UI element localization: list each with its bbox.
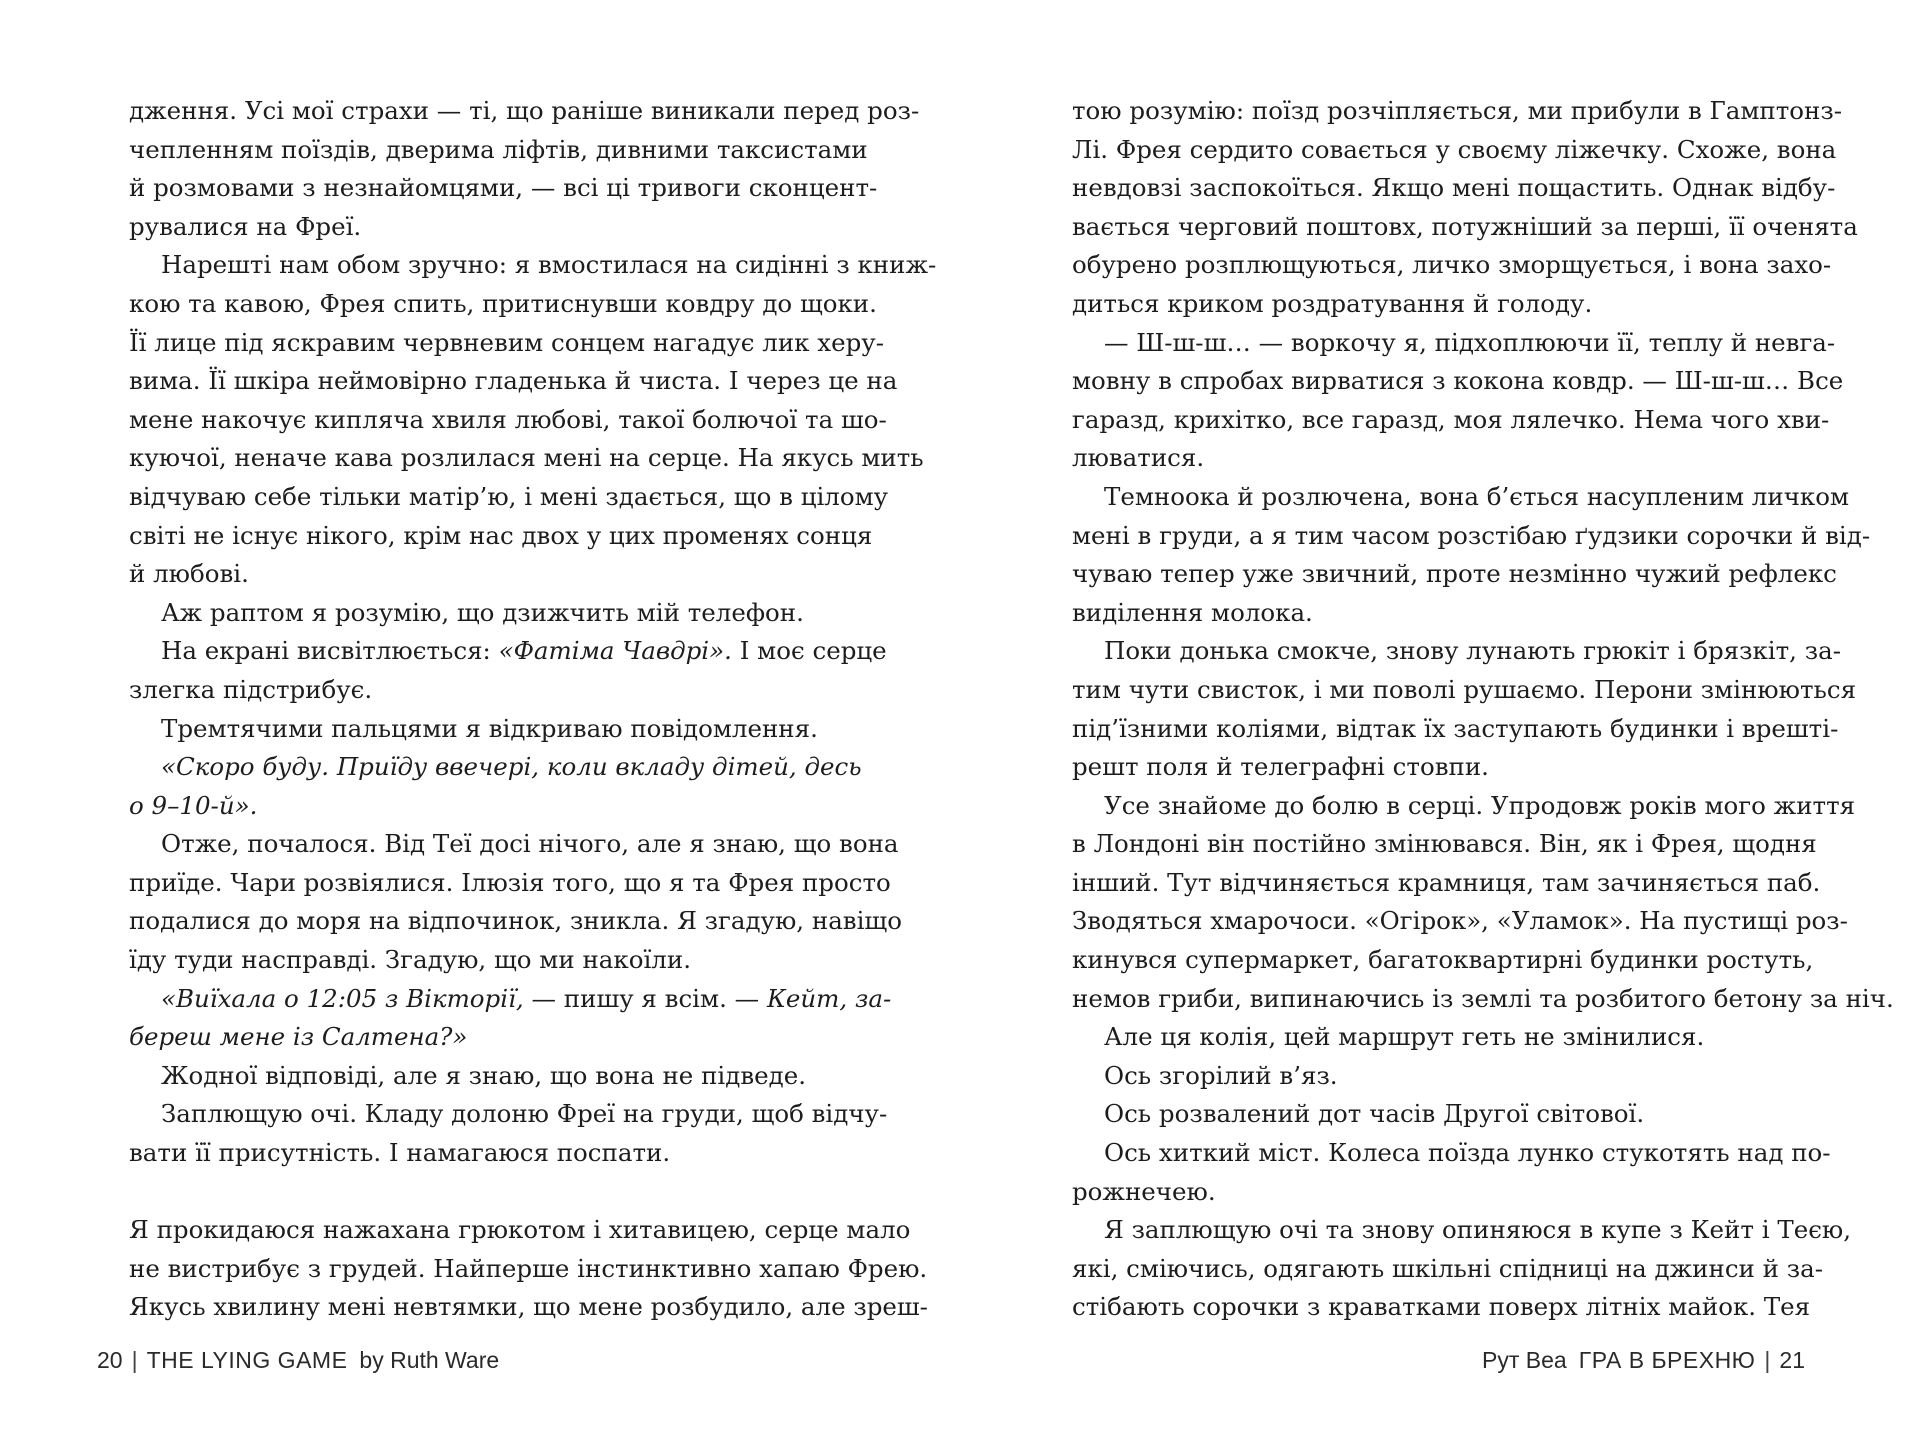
text-line: подалися до моря на відпочинок, зникла. Я згадую, навіщо — [129, 906, 902, 936]
text-line: кинувся супермаркет, багатоквартирні будинки ростуть, — [1072, 945, 1814, 975]
text-run: Кейт, за- — [766, 983, 892, 1013]
text-line: стібають сорочки з краватками поверх літніх майок. Тея — [1072, 1292, 1811, 1322]
book-author: by Ruth Ware — [359, 1347, 500, 1373]
text-line: Заплющую очі. Кладу долоню Фреї на груди, щоб відчу- — [161, 1099, 888, 1129]
text-line: Ось розвалений дот часів Другої світової. — [1104, 1099, 1645, 1129]
text-line: Поки донька смокче, знову лунають грюкіт і брязкіт, за- — [1104, 636, 1841, 666]
text-line: під’їзними коліями, відтак їх заступають будинки і врешті- — [1072, 713, 1839, 743]
text-line: береш мене із Салтена?» — [129, 1022, 468, 1052]
text-line: мене накочує кипляча хвиля любові, такої болючої та шо- — [129, 404, 887, 434]
text-line: куючої, неначе кава розлилася мені на серце. На якусь мить — [129, 443, 924, 473]
text-line: тою розумію: поїзд розчіпляється, ми прибули в Гамптонз- — [1072, 96, 1843, 125]
text-line: Аж раптом я розумію, що дзижчить мій телефон. — [161, 597, 804, 627]
text-line: тим чути свисток, і ми поволі рушаємо. Перони змінюються — [1072, 674, 1857, 704]
text-line: Якусь хвилину мені невтямки, що мене розбудило, але зреш- — [129, 1292, 928, 1322]
text-line: Усе знайоме до болю в серці. Упродовж років мого життя — [1104, 790, 1856, 820]
text-line: рувалися на Фреї. — [129, 211, 362, 241]
text-run: — пишу я всім. — — [523, 983, 767, 1013]
text-line: люватися. — [1072, 443, 1205, 473]
left-page — [129, 92, 937, 1327]
text-run — [161, 632, 732, 671]
text-line: — Ш-ш-ш… — воркочу я, підхоплюючи її, теплу й невга- — [1104, 327, 1836, 357]
text-line: вати її присутність. І намагаюся поспати. — [129, 1138, 671, 1168]
text-line: кою та кавою, Фрея спить, притиснувши ковдру до щоки. — [129, 288, 877, 318]
text-line: вима. Її шкіра неймовірно гладенька й чиста. І через це на — [129, 366, 898, 396]
text-run: «Виїхала о 12:05 з Вікторії, — [161, 983, 524, 1013]
text-line: їду туди насправді. Згадую, що ми накоїли. — [129, 945, 691, 975]
text-line: обурено розплющуються, личко зморщується, і вона захо- — [1072, 250, 1832, 280]
text-line: Я прокидаюся нажахана грюкотом і хитавицею, серце мало — [129, 1215, 911, 1245]
text-line — [129, 980, 892, 1019]
text-line: «Скоро буду. Приїду ввечері, коли вкладу дітей, десь — [161, 752, 862, 782]
text-line: мовну в спробах вирватися з кокона ковдр. — Ш-ш-ш… Все — [1072, 366, 1844, 396]
text-line: приїде. Чари розвіялися. Ілюзія того, що я та Фрея просто — [129, 867, 891, 897]
text-line: Отже, почалося. Від Теї досі нічого, але я знаю, що вона — [161, 829, 899, 859]
text-line: вається черговий поштовх, потужніший за перші, її оченята — [1072, 211, 1858, 241]
text-line: рожнечею. — [1072, 1176, 1216, 1206]
text-line: дження. Усі мої страхи — ті, що раніше виникали перед роз- — [129, 96, 920, 125]
text-line: Жодної відповіді, але я знаю, що вона не підведе. — [161, 1060, 807, 1090]
text-line: диться криком роздратування й голоду. — [1072, 288, 1593, 318]
text-line: Лі. Фрея сердито совається у своєму ліжечку. Схоже, вона — [1072, 134, 1837, 164]
text-line: чуваю тепер уже звичний, проте незмінно чужий рефлекс — [1072, 559, 1837, 589]
text-line: в Лондоні він постійно змінювався. Він, як і Фрея, щодня — [1072, 829, 1817, 859]
text-line: невдовзі заспокоїться. Якщо мені пощастить. Однак відбу- — [1072, 173, 1836, 203]
text-line: решт поля й телеграфні стовпи. — [1072, 752, 1489, 782]
text-line: Ось хиткий міст. Колеса поїзда лунко стукотять над по- — [1104, 1138, 1831, 1168]
footer-left — [97, 1347, 499, 1374]
text-run: На екрані висвітлюється: — [161, 636, 499, 666]
text-line: злегка підстрибує. — [129, 674, 373, 704]
text-line: Темноока й розлючена, вона б’ється насупленим личком — [1104, 481, 1850, 511]
text-line: відчуваю себе тільки матір’ю, і мені здається, що в цілому — [129, 481, 889, 511]
page-number: 20 — [97, 1347, 123, 1373]
page-number: 21 — [1779, 1347, 1805, 1373]
text-run: І моє серце — [731, 636, 887, 666]
text-line: не вистрибує з грудей. Найперше інстинктивно хапаю Фрею. — [129, 1253, 928, 1283]
text-line — [129, 632, 887, 671]
book-title: THE LYING GAME — [146, 1347, 348, 1373]
text-line: й любові. — [129, 559, 249, 589]
quoted-name: «Фатіма Чавдрі». — [498, 636, 732, 666]
footer-right — [1482, 1347, 1805, 1374]
text-line: Я заплющую очі та знову опиняюся в купе з Кейт і Теєю, — [1104, 1215, 1852, 1245]
text-line: Нарешті нам обом зручно: я вмостилася на сидінні з книж- — [161, 250, 937, 280]
text-line: які, сміючись, одягають шкільні спідниці на джинси й за- — [1072, 1253, 1824, 1283]
text-line: Її лице під яскравим червневим сонцем нагадує лик херу- — [129, 327, 884, 357]
text-line: інший. Тут відчиняється крамниця, там зачиняється паб. — [1072, 867, 1821, 897]
right-page — [1072, 92, 1894, 1327]
text-line: немов гриби, випинаючись із землі та розбитого бетону за ніч. — [1072, 983, 1894, 1013]
text-line: мені в груди, а я тим часом розстібаю ґудзики сорочки й від- — [1072, 520, 1871, 550]
text-line: виділення молока. — [1072, 597, 1313, 627]
text-line: світі не існує нікого, крім нас двох у цих променях сонця — [129, 520, 873, 550]
text-line: о 9–10-й». — [129, 790, 258, 820]
footer-separator: | — [131, 1347, 138, 1373]
text-line: Але ця колія, цей маршрут геть не змінилися. — [1104, 1022, 1705, 1052]
section-break — [129, 1173, 853, 1212]
text-line: Зводяться хмарочоси. «Огірок», «Уламок». На пустищі роз- — [1072, 906, 1848, 936]
footer-separator: | — [1764, 1347, 1771, 1373]
book-author: Рут Веа — [1482, 1347, 1567, 1373]
book-title: ГРА В БРЕХНЮ — [1578, 1347, 1756, 1373]
text-line: Ось згорілий в’яз. — [1104, 1060, 1338, 1090]
text-line: чепленням поїздів, дверима ліфтів, дивними таксистами — [129, 134, 868, 164]
text-line: й розмовами з незнайомцями, — всі ці тривоги сконцент- — [129, 173, 878, 203]
text-line: гаразд, крихітко, все гаразд, моя лялечко. Нема чого хви- — [1072, 404, 1830, 434]
text-line: Тремтячими пальцями я відкриваю повідомлення. — [161, 713, 818, 743]
